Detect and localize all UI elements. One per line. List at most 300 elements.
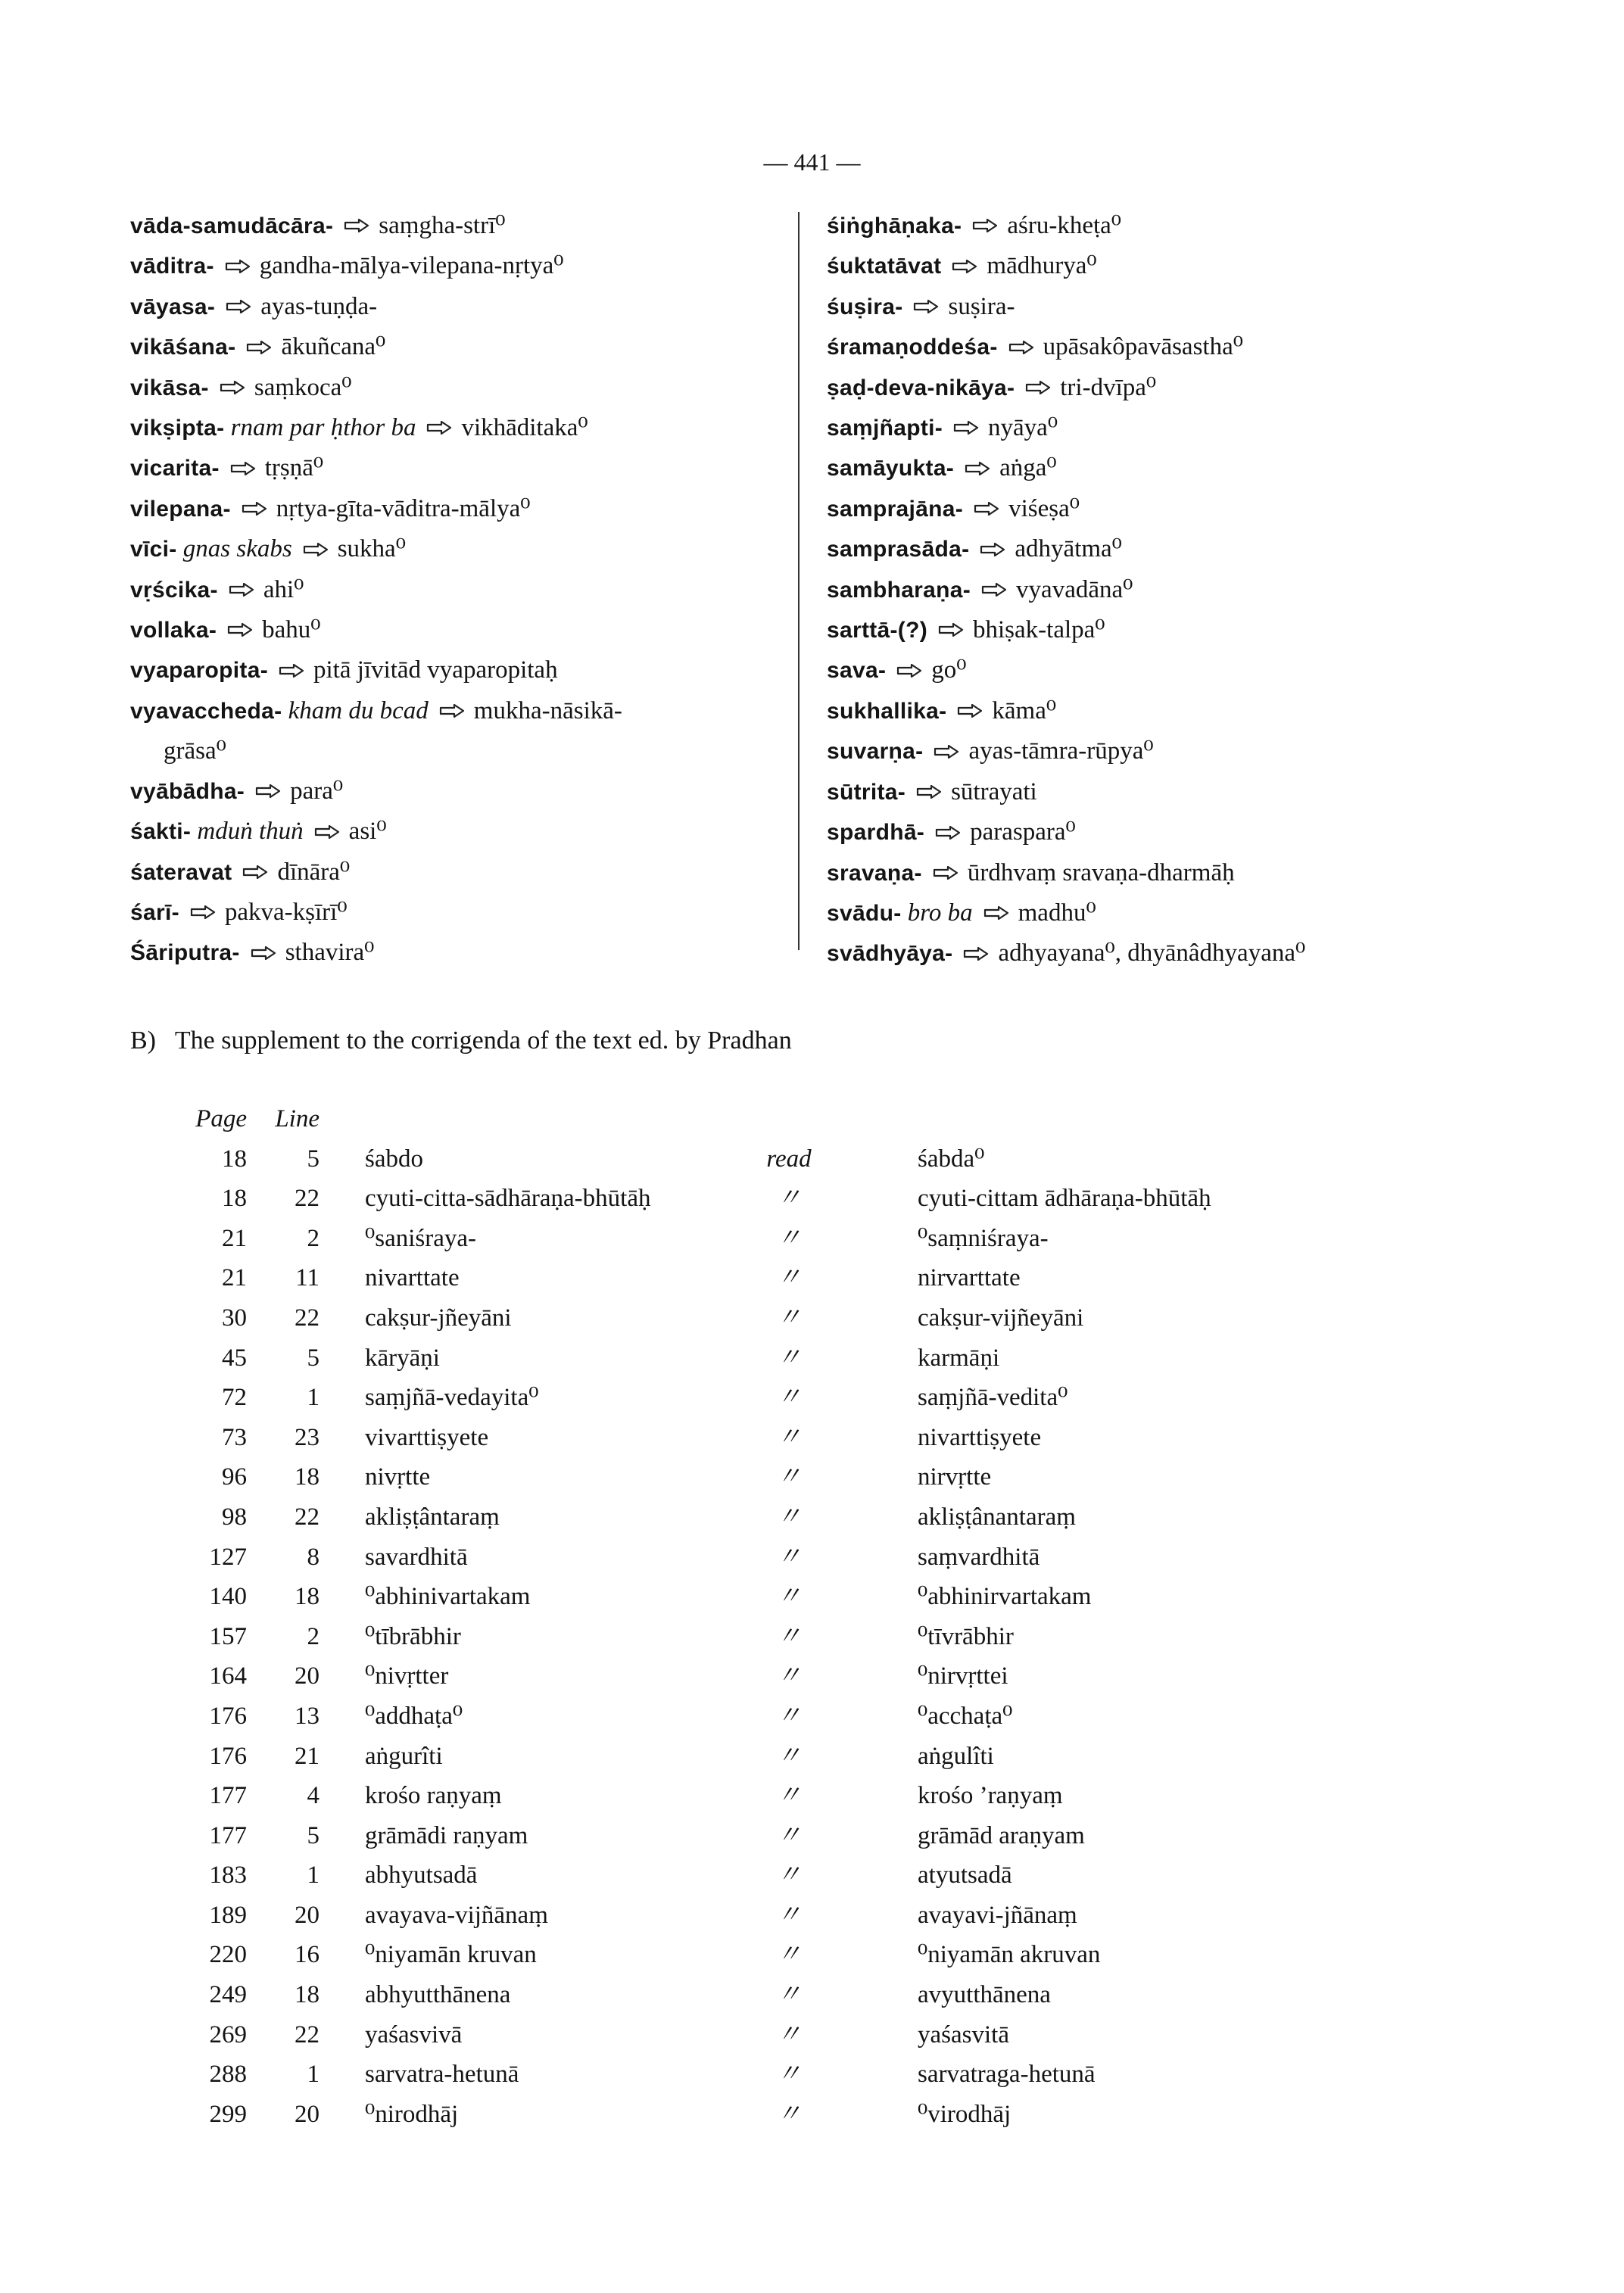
cell-line: 22	[295, 1185, 320, 1213]
index-entry	[827, 650, 1584, 690]
entry-headword: vyaparopita-	[130, 658, 268, 684]
table-row	[176, 1935, 1211, 1975]
see-arrow-icon	[279, 663, 304, 678]
entry-continuation: grāsa⁰	[164, 737, 226, 765]
entry-headword: vollaka-	[130, 618, 217, 643]
cell-wrong: ⁰niyamān kruvan	[365, 1941, 537, 1969]
cell-page: 288	[209, 2061, 247, 2089]
table-row	[176, 1418, 1211, 1458]
entry-reference: ākuñcana⁰	[281, 333, 386, 361]
entry-headword: samprajāna-	[827, 496, 964, 522]
cell-line: 20	[295, 1662, 320, 1690]
cell-wrong: savardhitā	[365, 1543, 468, 1571]
entry-headword: svādhyāya-	[827, 941, 953, 967]
entry-reference: sthavira⁰	[285, 939, 375, 967]
entry-reference: aśru-kheṭa⁰	[1007, 212, 1122, 239]
cell-read: 〃	[776, 1622, 802, 1650]
cell-page: 21	[222, 1224, 247, 1252]
entry-headword: spardhā-	[827, 820, 925, 846]
cell-page: 96	[222, 1463, 247, 1491]
cell-read: read	[766, 1145, 812, 1173]
entry-reference: upāsakôpavāsastha⁰	[1043, 333, 1243, 361]
see-arrow-icon	[439, 703, 465, 718]
header-page: Page	[195, 1105, 247, 1132]
cell-line: 18	[295, 1981, 320, 2009]
cell-page: 269	[209, 2020, 247, 2048]
see-arrow-icon	[246, 340, 272, 355]
index-entry	[827, 610, 1584, 650]
cell-line: 1	[307, 1862, 320, 1890]
corrigenda-table	[176, 1099, 1211, 2134]
table-row	[176, 1179, 1211, 1219]
cell-line: 18	[295, 1463, 320, 1491]
cell-correct: yaśasvitā	[918, 2020, 1009, 2048]
entry-reference: kāma⁰	[992, 696, 1057, 724]
see-arrow-icon	[983, 905, 1009, 921]
index-entry	[827, 489, 1584, 529]
cell-line: 23	[295, 1423, 320, 1451]
cell-wrong: abhyutthānena	[365, 1981, 511, 2009]
cell-wrong: kāryāṇi	[365, 1344, 440, 1372]
index-entry	[130, 529, 789, 569]
entry-reference: asi⁰	[348, 818, 387, 846]
see-arrow-icon	[242, 865, 268, 880]
cell-read: 〃	[776, 1702, 802, 1730]
cell-line: 22	[295, 1503, 320, 1531]
index-entry	[827, 408, 1584, 448]
cell-page: 177	[209, 1821, 247, 1849]
entry-reference: madhu⁰	[1018, 899, 1096, 927]
entry-tibetan: mduṅ thuṅ	[197, 818, 304, 846]
cell-line: 2	[307, 1622, 320, 1650]
see-arrow-icon	[965, 461, 990, 476]
entry-headword: śuṣira-	[827, 294, 903, 319]
table-header-row	[176, 1099, 1211, 1139]
entry-reference: nyāya⁰	[988, 414, 1058, 442]
index-entry	[130, 852, 789, 893]
entry-headword: śiṅghāṇaka-	[827, 213, 962, 238]
index-entry	[130, 650, 789, 690]
index-entry	[827, 812, 1584, 852]
entry-reference: ahi⁰	[263, 575, 304, 603]
index-entry	[130, 206, 789, 246]
index-entry	[827, 933, 1584, 974]
entry-headword: vāyasa-	[130, 294, 216, 319]
cell-wrong: akliṣṭântaraṃ	[365, 1503, 500, 1531]
index-entry	[827, 570, 1584, 610]
entry-reference: tṛṣṇā⁰	[264, 454, 324, 482]
table-row	[176, 1577, 1211, 1617]
cell-read: 〃	[776, 2020, 802, 2048]
see-arrow-icon	[933, 865, 959, 880]
page-number: — 441 —	[763, 148, 861, 176]
cell-read: 〃	[776, 1543, 802, 1571]
table-row	[176, 1219, 1211, 1259]
cell-page: 176	[209, 1742, 247, 1770]
entry-reference: mukha-nāsikā-	[473, 696, 622, 724]
entry-reference: vikhāditaka⁰	[461, 414, 588, 442]
entry-reference: bhiṣak-talpa⁰	[973, 616, 1105, 644]
cell-wrong: ⁰tībrābhir	[365, 1622, 461, 1650]
entry-headword: vāda-samudācāra-	[130, 213, 334, 238]
entry-headword: śakti-	[130, 819, 192, 845]
cell-correct: nivarttiṣyete	[918, 1423, 1042, 1451]
entry-reference: vyavadāna⁰	[1016, 575, 1133, 603]
see-arrow-icon	[1025, 380, 1051, 395]
entry-headword: sambharaṇa-	[827, 577, 971, 603]
cell-read: 〃	[776, 1742, 802, 1770]
table-row	[176, 1497, 1211, 1537]
see-arrow-icon	[913, 299, 939, 314]
entry-headword: svādu-	[827, 900, 902, 926]
cell-line: 5	[307, 1344, 320, 1372]
index-entry	[130, 489, 789, 529]
table-row	[176, 1617, 1211, 1657]
cell-page: 127	[209, 1543, 247, 1571]
see-arrow-icon	[220, 380, 245, 395]
table-row	[176, 1855, 1211, 1896]
see-arrow-icon	[303, 542, 329, 557]
cell-correct: aṅgulîti	[918, 1742, 994, 1770]
see-arrow-icon	[896, 663, 922, 678]
cell-wrong: ⁰addhaṭa⁰	[365, 1702, 463, 1730]
index-entry	[827, 448, 1584, 488]
cell-read: 〃	[776, 1224, 802, 1252]
entry-reference: sūtrayati	[951, 777, 1037, 805]
entry-reference: bahu⁰	[262, 616, 321, 644]
cell-page: 177	[209, 1782, 247, 1810]
see-arrow-icon	[230, 461, 256, 476]
entry-headword: vikāsa-	[130, 375, 209, 400]
table-row	[176, 1258, 1211, 1298]
entry-reference: nṛtya-gīta-vāditra-mālya⁰	[276, 494, 531, 522]
index-column-left	[130, 206, 789, 974]
see-arrow-icon	[242, 501, 267, 516]
cell-page: 189	[209, 1901, 247, 1929]
cell-correct: cyuti-cittam ādhāraṇa-bhūtāḥ	[918, 1185, 1211, 1213]
cell-wrong: abhyutsadā	[365, 1862, 478, 1890]
cell-correct: atyutsadā	[918, 1862, 1012, 1890]
entry-headword: vṛścika-	[130, 577, 218, 603]
cell-page: 18	[222, 1145, 247, 1173]
index-entry	[827, 529, 1584, 569]
entry-reference: adhyātma⁰	[1015, 535, 1122, 563]
entry-reference: saṃkoca⁰	[254, 373, 352, 401]
entry-tibetan: rnam par ḥthor ba	[230, 414, 416, 442]
table-row	[176, 2055, 1211, 2095]
index-entry	[827, 368, 1584, 408]
cell-line: 22	[295, 2020, 320, 2048]
cell-correct: grāmād araṇyam	[918, 1821, 1085, 1849]
entry-reference: aṅga⁰	[999, 454, 1057, 482]
cell-page: 140	[209, 1583, 247, 1611]
entry-headword: sukhallika-	[827, 698, 947, 724]
entry-headword: samāyukta-	[827, 456, 955, 481]
entry-reference: dīnāra⁰	[277, 858, 351, 886]
see-arrow-icon	[190, 905, 216, 920]
cell-page: 164	[209, 1662, 247, 1690]
cell-line: 5	[307, 1145, 320, 1173]
see-arrow-icon	[314, 824, 340, 840]
entry-reference: sukha⁰	[337, 535, 406, 563]
see-arrow-icon	[344, 218, 369, 233]
see-arrow-icon	[229, 582, 254, 597]
header-line: Line	[275, 1105, 320, 1132]
entry-reference: adhyayana⁰, dhyānâdhyayana⁰	[998, 939, 1306, 967]
cell-read: 〃	[776, 1583, 802, 1611]
entry-reference: suṣira-	[948, 292, 1015, 320]
entry-headword: suvarṇa-	[827, 739, 924, 765]
entry-tibetan: gnas skabs	[182, 535, 292, 563]
index-entry	[827, 772, 1584, 812]
cell-line: 22	[295, 1304, 320, 1332]
cell-page: 176	[209, 1702, 247, 1730]
entry-tibetan: bro ba	[907, 899, 973, 927]
cell-page: 183	[209, 1862, 247, 1890]
see-arrow-icon	[226, 299, 251, 314]
cell-wrong: sarvatra-hetunā	[365, 2061, 519, 2089]
index-entry	[130, 570, 789, 610]
see-arrow-icon	[934, 744, 959, 759]
index-entry	[130, 893, 789, 933]
index-entry	[827, 731, 1584, 771]
cell-page: 21	[222, 1264, 247, 1292]
cell-page: 73	[222, 1423, 247, 1451]
cell-line: 2	[307, 1224, 320, 1252]
cell-page: 18	[222, 1185, 247, 1213]
cell-wrong: yaśasvivā	[365, 2020, 463, 2048]
cell-correct: ⁰abhinirvartakam	[918, 1583, 1092, 1611]
cell-read: 〃	[776, 1862, 802, 1890]
see-arrow-icon	[972, 218, 998, 233]
see-arrow-icon	[935, 825, 961, 840]
entry-headword: śarī-	[130, 899, 179, 925]
entry-reference: tri-dvīpa⁰	[1060, 373, 1157, 401]
index-entry	[130, 610, 789, 650]
cell-page: 157	[209, 1622, 247, 1650]
cell-read: 〃	[776, 1981, 802, 2009]
corrigenda-table-wrap	[176, 1099, 1211, 2134]
entry-headword: sarttā-(?)	[827, 618, 928, 643]
cell-wrong: ⁰abhinivartakam	[365, 1583, 531, 1611]
see-arrow-icon	[957, 703, 983, 718]
entry-headword: vikṣipta-	[130, 416, 225, 441]
index-entry	[827, 287, 1584, 327]
cell-wrong: nivṛtte	[365, 1463, 431, 1491]
entry-headword: sūtrita-	[827, 779, 906, 805]
cell-correct: avayavi-jñānaṃ	[918, 1901, 1077, 1929]
entry-headword: vāditra-	[130, 254, 214, 279]
see-arrow-icon	[981, 582, 1007, 597]
entry-reference: pitā jīvitād vyaparopitaḥ	[313, 656, 558, 684]
cell-correct: ⁰virodhāj	[918, 2100, 1011, 2128]
entry-reference: ayas-tuṇḍa-	[260, 292, 378, 320]
entry-headword: vikāśana-	[130, 335, 236, 360]
entry-reference: ūrdhvaṃ sravaṇa-dharmāḥ	[967, 858, 1235, 886]
see-arrow-icon	[952, 259, 977, 274]
cell-wrong: aṅgurîti	[365, 1742, 443, 1770]
see-arrow-icon	[953, 420, 979, 435]
table-row	[176, 2015, 1211, 2055]
cell-read: 〃	[776, 2100, 802, 2128]
cell-correct: ⁰tīvrābhir	[918, 1622, 1014, 1650]
cell-wrong: vivarttiṣyete	[365, 1423, 489, 1451]
entry-headword: śuktatāvat	[827, 254, 942, 279]
index-entry	[827, 853, 1584, 893]
index-entry	[827, 691, 1584, 731]
table-row	[176, 2095, 1211, 2135]
cell-page: 72	[222, 1384, 247, 1412]
entry-headword: samprasāda-	[827, 537, 970, 562]
index-entry	[130, 812, 789, 852]
entry-headword: vicarita-	[130, 456, 220, 481]
cell-read: 〃	[776, 1344, 802, 1372]
cell-wrong: ⁰nivṛtter	[365, 1662, 449, 1690]
cell-wrong: grāmādi raṇyam	[365, 1821, 528, 1849]
table-row	[176, 1298, 1211, 1338]
cell-correct: nirvṛtte	[918, 1463, 992, 1491]
entry-tibetan: kham du bcad	[288, 696, 429, 724]
cell-correct: karmāṇi	[918, 1344, 1000, 1372]
entry-headword: śateravat	[130, 859, 232, 885]
entry-headword: sava-	[827, 658, 887, 684]
cell-wrong: cyuti-citta-sādhāraṇa-bhūtāḥ	[365, 1185, 651, 1213]
cell-correct: ⁰nirvṛttei	[918, 1662, 1008, 1690]
cell-read: 〃	[776, 1264, 802, 1292]
see-arrow-icon	[225, 259, 251, 274]
entry-headword: ṣaḍ-deva-nikāya-	[827, 375, 1015, 400]
index-entry	[130, 327, 789, 367]
cell-read: 〃	[776, 1662, 802, 1690]
table-row	[176, 1457, 1211, 1497]
see-arrow-icon	[980, 542, 1005, 557]
cell-read: 〃	[776, 1901, 802, 1929]
index-entry	[130, 691, 789, 731]
section-b-heading: B) The supplement to the corrigenda of the text ed. by Pradhan	[130, 1027, 792, 1055]
cell-read: 〃	[776, 1304, 802, 1332]
column-divider	[798, 212, 800, 950]
entry-headword: Śāriputra-	[130, 940, 240, 966]
see-arrow-icon	[426, 420, 452, 435]
index-entry	[130, 771, 789, 812]
cell-correct: cakṣur-vijñeyāni	[918, 1304, 1084, 1332]
entry-headword: vīci-	[130, 537, 177, 562]
cell-page: 30	[222, 1304, 247, 1332]
entry-reference: viśeṣa⁰	[1008, 494, 1080, 522]
cell-wrong: cakṣur-jñeyāni	[365, 1304, 512, 1332]
index-entry	[130, 246, 789, 286]
index-entry	[827, 327, 1584, 367]
cell-correct: śabda⁰	[918, 1145, 985, 1173]
table-row	[176, 1975, 1211, 2015]
see-arrow-icon	[938, 622, 964, 637]
table-row	[176, 1776, 1211, 1816]
index-entry	[130, 408, 789, 448]
cell-read: 〃	[776, 1503, 802, 1531]
entry-headword: saṃjñapti-	[827, 416, 943, 441]
cell-correct: akliṣṭânantaraṃ	[918, 1503, 1076, 1531]
index-column-right	[827, 206, 1584, 974]
cell-read: 〃	[776, 1463, 802, 1491]
table-row	[176, 1139, 1211, 1179]
table-row	[176, 1896, 1211, 1936]
cell-line: 20	[295, 1901, 320, 1929]
entry-reference: para⁰	[290, 777, 344, 805]
entry-headword: sravaṇa-	[827, 860, 922, 886]
cell-wrong: avayava-vijñānaṃ	[365, 1901, 548, 1929]
entry-headword: vilepana-	[130, 496, 231, 522]
see-arrow-icon	[251, 946, 276, 961]
entry-reference: saṃgha-strī⁰	[379, 212, 506, 239]
index-entry	[130, 287, 789, 327]
table-row	[176, 1338, 1211, 1379]
index-entry	[130, 448, 789, 488]
index-entry	[827, 246, 1584, 286]
table-row	[176, 1696, 1211, 1737]
cell-correct: nirvarttate	[918, 1264, 1021, 1292]
cell-line: 18	[295, 1583, 320, 1611]
cell-read: 〃	[776, 1782, 802, 1810]
cell-wrong: saṃjñā-vedayita⁰	[365, 1384, 539, 1412]
cell-correct: avyutthānena	[918, 1981, 1051, 2009]
entry-reference: mādhurya⁰	[987, 252, 1097, 280]
cell-read: 〃	[776, 1941, 802, 1969]
table-row	[176, 1656, 1211, 1696]
cell-correct: saṃjñā-vedita⁰	[918, 1384, 1068, 1412]
cell-page: 249	[209, 1981, 247, 2009]
entry-headword: śramaṇoddeśa-	[827, 335, 998, 360]
cell-line: 20	[295, 2100, 320, 2128]
cell-wrong: nivarttate	[365, 1264, 460, 1292]
cell-page: 299	[209, 2100, 247, 2128]
cell-correct: krośo ’raṇyaṃ	[918, 1782, 1063, 1810]
cell-page: 45	[222, 1344, 247, 1372]
cell-read: 〃	[776, 1821, 802, 1849]
see-arrow-icon	[974, 501, 999, 516]
see-arrow-icon	[916, 784, 942, 799]
see-arrow-icon	[227, 622, 253, 637]
table-row	[176, 1378, 1211, 1418]
cell-correct: ⁰acchaṭa⁰	[918, 1702, 1013, 1730]
table-row	[176, 1816, 1211, 1856]
index-entry	[130, 933, 789, 973]
cell-wrong: ⁰nirodhāj	[365, 2100, 459, 2128]
entry-reference: ayas-tāmra-rūpya⁰	[968, 737, 1154, 765]
cell-line: 21	[295, 1742, 320, 1770]
entry-reference: paraspara⁰	[970, 818, 1076, 846]
see-arrow-icon	[963, 946, 989, 961]
cell-correct: ⁰niyamān akruvan	[918, 1941, 1101, 1969]
cell-line: 1	[307, 2061, 320, 2089]
cell-line: 1	[307, 1384, 320, 1412]
cell-read: 〃	[776, 1185, 802, 1213]
cell-correct: ⁰saṃniśraya-	[918, 1224, 1049, 1252]
cell-page: 98	[222, 1503, 247, 1531]
cell-wrong: ⁰saniśraya-	[365, 1224, 477, 1252]
cell-line: 16	[295, 1941, 320, 1969]
see-arrow-icon	[1008, 340, 1034, 355]
cell-correct: sarvatraga-hetunā	[918, 2061, 1096, 2089]
cell-read: 〃	[776, 1384, 802, 1412]
see-arrow-icon	[255, 784, 281, 799]
entry-reference: pakva-kṣīrī⁰	[224, 898, 348, 926]
cell-line: 13	[295, 1702, 320, 1730]
cell-page: 220	[209, 1941, 247, 1969]
table-row	[176, 1537, 1211, 1578]
cell-line: 5	[307, 1821, 320, 1849]
cell-wrong: krośo raṇyaṃ	[365, 1782, 502, 1810]
index-entry	[827, 206, 1584, 246]
